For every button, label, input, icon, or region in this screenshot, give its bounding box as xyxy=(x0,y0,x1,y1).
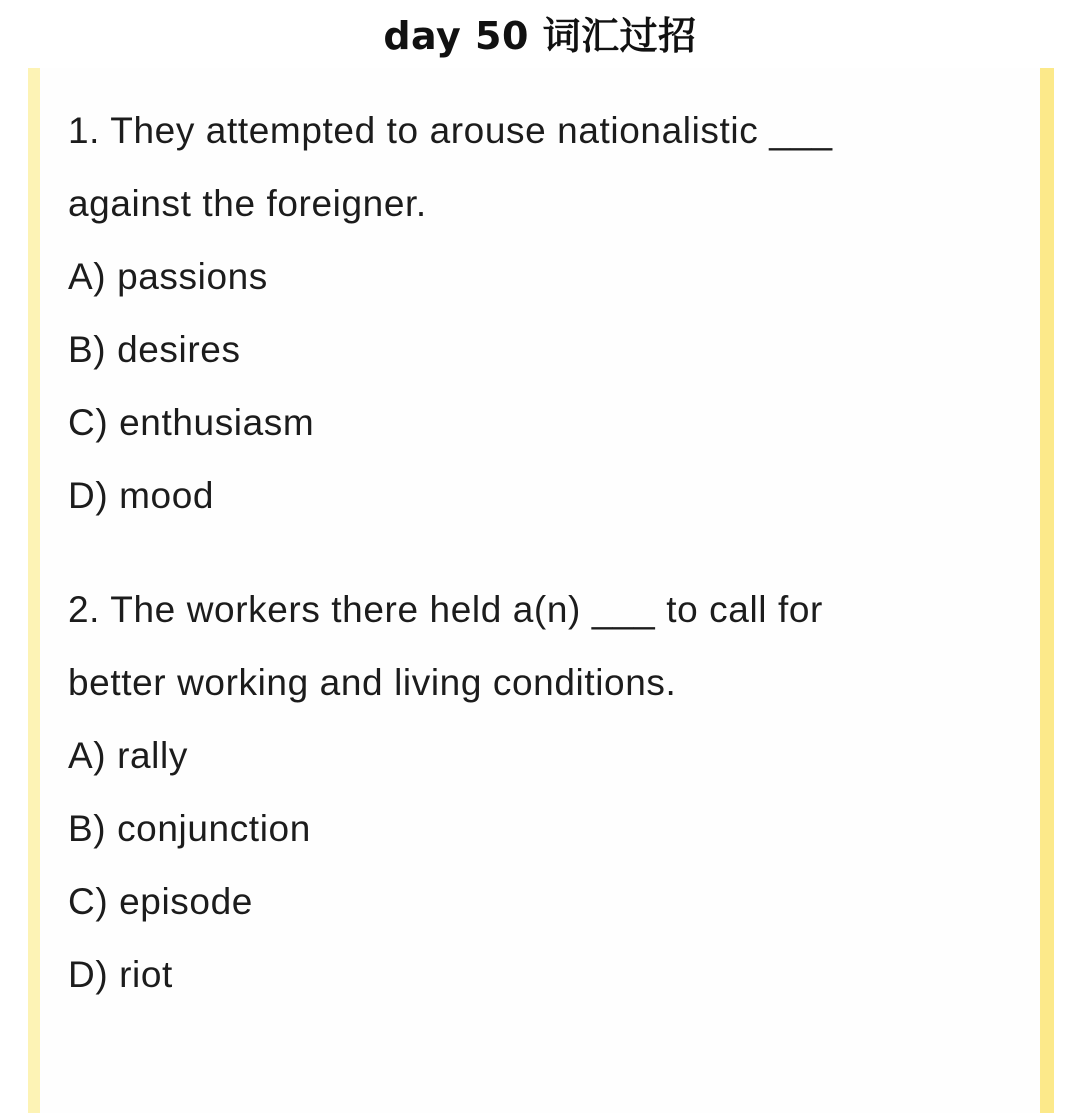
question-1-option-c: C) enthusiasm xyxy=(68,402,315,443)
question-2-option-d: D) riot xyxy=(68,954,173,995)
question-2-option-b: B) conjunction xyxy=(68,808,311,849)
question-1-option-d: D) mood xyxy=(68,475,215,516)
page-title: day 50 词汇过招 xyxy=(383,14,697,58)
left-accent-bar xyxy=(28,68,40,1113)
question-spacer xyxy=(68,532,968,573)
right-accent-bar xyxy=(1040,68,1054,1113)
question-1-stem-line-2: against the foreigner. xyxy=(68,183,427,224)
question-2 xyxy=(68,573,968,1011)
quiz-content xyxy=(68,94,968,1011)
question-1-option-b: B) desires xyxy=(68,329,241,370)
question-2-option-a: A) rally xyxy=(68,735,188,776)
question-1 xyxy=(68,94,968,532)
question-1-stem-line-1: 1. They attempted to arouse nationalistic ___ xyxy=(68,110,833,151)
question-2-stem-line-1: 2. The workers there held a(n) ___ to call for xyxy=(68,589,823,630)
question-1-option-a: A) passions xyxy=(68,256,268,297)
question-2-option-c: C) episode xyxy=(68,881,253,922)
question-2-stem-line-2: better working and living conditions. xyxy=(68,662,677,703)
